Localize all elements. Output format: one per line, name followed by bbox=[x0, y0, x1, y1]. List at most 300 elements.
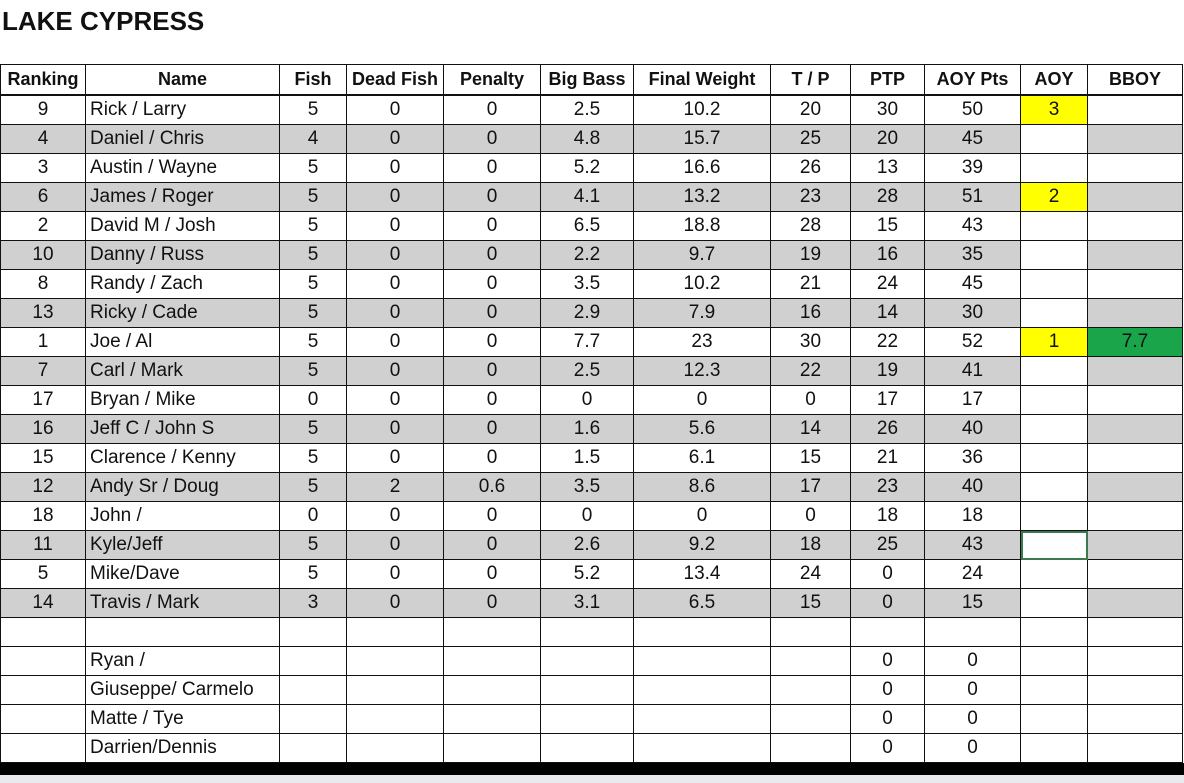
cell-fish[interactable]: 5 bbox=[280, 473, 347, 502]
cell-final-weight[interactable]: 6.1 bbox=[634, 444, 771, 473]
table-row bbox=[1, 299, 1183, 328]
cell-tp[interactable] bbox=[771, 647, 851, 676]
cell-tp[interactable]: 16 bbox=[771, 299, 851, 328]
cell-dead-fish[interactable] bbox=[347, 734, 444, 763]
cell-bboy[interactable] bbox=[1088, 125, 1183, 154]
cell-aoy-pts[interactable]: 35 bbox=[925, 241, 1021, 270]
cell-tp[interactable]: 17 bbox=[771, 473, 851, 502]
cell-final-weight[interactable]: 0 bbox=[634, 386, 771, 415]
cell-fish[interactable]: 5 bbox=[280, 183, 347, 212]
cell-aoy[interactable] bbox=[1021, 473, 1088, 502]
cell-big-bass[interactable] bbox=[541, 705, 634, 734]
cell-aoy[interactable] bbox=[1021, 444, 1088, 473]
cell-tp[interactable]: 24 bbox=[771, 560, 851, 589]
cell-big-bass[interactable] bbox=[541, 734, 634, 763]
cell-name[interactable]: Kyle/Jeff bbox=[86, 531, 280, 560]
cell-aoy-pts[interactable]: 18 bbox=[925, 502, 1021, 531]
cell-bboy[interactable] bbox=[1088, 705, 1183, 734]
table-row bbox=[1, 386, 1183, 415]
cell-ranking[interactable]: 4 bbox=[1, 125, 86, 154]
cell-ranking[interactable]: 5 bbox=[1, 560, 86, 589]
cell-penalty[interactable]: 0 bbox=[444, 154, 541, 183]
cell-aoy-pts[interactable]: 41 bbox=[925, 357, 1021, 386]
cell-dead-fish[interactable] bbox=[347, 647, 444, 676]
cell-final-weight[interactable]: 10.2 bbox=[634, 95, 771, 125]
cell-dead-fish[interactable]: 0 bbox=[347, 95, 444, 125]
cell-name[interactable]: Rick / Larry bbox=[86, 95, 280, 125]
cell-fish[interactable]: 4 bbox=[280, 125, 347, 154]
cell-tp[interactable]: 15 bbox=[771, 589, 851, 618]
cell-bboy[interactable] bbox=[1088, 154, 1183, 183]
cell-ptp[interactable]: 0 bbox=[851, 734, 925, 763]
cell-penalty[interactable] bbox=[444, 676, 541, 705]
cell-fish[interactable]: 5 bbox=[280, 444, 347, 473]
cell-aoy[interactable] bbox=[1021, 154, 1088, 183]
table-row bbox=[1, 502, 1183, 531]
cell-ptp[interactable]: 0 bbox=[851, 705, 925, 734]
cell-ranking[interactable] bbox=[1, 647, 86, 676]
cell-bboy[interactable] bbox=[1088, 589, 1183, 618]
cell-ptp[interactable]: 20 bbox=[851, 125, 925, 154]
column-header-penalty[interactable]: Penalty bbox=[444, 65, 541, 96]
cell-name[interactable]: Carl / Mark bbox=[86, 357, 280, 386]
cell-penalty[interactable]: 0 bbox=[444, 531, 541, 560]
cell-final-weight[interactable]: 5.6 bbox=[634, 415, 771, 444]
cell-final-weight[interactable] bbox=[634, 734, 771, 763]
cell-aoy[interactable] bbox=[1021, 618, 1088, 647]
cell-ranking[interactable]: 14 bbox=[1, 589, 86, 618]
cell-aoy-pts[interactable]: 15 bbox=[925, 589, 1021, 618]
cell-final-weight[interactable]: 10.2 bbox=[634, 270, 771, 299]
cell-penalty[interactable]: 0 bbox=[444, 444, 541, 473]
cell-tp[interactable] bbox=[771, 618, 851, 647]
cell-dead-fish[interactable]: 0 bbox=[347, 183, 444, 212]
cell-tp[interactable]: 14 bbox=[771, 415, 851, 444]
cell-aoy[interactable] bbox=[1021, 212, 1088, 241]
cell-name[interactable]: Mike/Dave bbox=[86, 560, 280, 589]
cell-tp[interactable] bbox=[771, 734, 851, 763]
cell-aoy[interactable] bbox=[1021, 125, 1088, 154]
cell-dead-fish[interactable] bbox=[347, 676, 444, 705]
cell-fish[interactable]: 0 bbox=[280, 502, 347, 531]
cell-ranking[interactable] bbox=[1, 676, 86, 705]
cell-tp[interactable]: 18 bbox=[771, 531, 851, 560]
cell-fish[interactable]: 5 bbox=[280, 299, 347, 328]
cell-final-weight[interactable]: 13.4 bbox=[634, 560, 771, 589]
cell-tp[interactable]: 28 bbox=[771, 212, 851, 241]
cell-ranking[interactable] bbox=[1, 705, 86, 734]
cell-tp[interactable]: 19 bbox=[771, 241, 851, 270]
cell-big-bass[interactable]: 6.5 bbox=[541, 212, 634, 241]
cell-final-weight[interactable] bbox=[634, 676, 771, 705]
column-header-aoy-pts[interactable]: AOY Pts bbox=[925, 65, 1021, 96]
cell-big-bass[interactable]: 2.5 bbox=[541, 95, 634, 125]
cell-tp[interactable]: 25 bbox=[771, 125, 851, 154]
cell-big-bass[interactable]: 3.5 bbox=[541, 473, 634, 502]
cell-name[interactable]: Bryan / Mike bbox=[86, 386, 280, 415]
cell-ptp[interactable]: 0 bbox=[851, 647, 925, 676]
cell-bboy[interactable] bbox=[1088, 676, 1183, 705]
cell-aoy-pts[interactable]: 45 bbox=[925, 125, 1021, 154]
cell-ptp[interactable]: 0 bbox=[851, 589, 925, 618]
cell-big-bass[interactable]: 2.9 bbox=[541, 299, 634, 328]
cell-penalty[interactable]: 0 bbox=[444, 589, 541, 618]
cell-final-weight[interactable] bbox=[634, 705, 771, 734]
cell-fish[interactable]: 5 bbox=[280, 415, 347, 444]
cell-name[interactable]: Giuseppe/ Carmelo bbox=[86, 676, 280, 705]
cell-ranking[interactable]: 7 bbox=[1, 357, 86, 386]
cell-aoy-pts[interactable]: 43 bbox=[925, 212, 1021, 241]
cell-fish[interactable]: 5 bbox=[280, 212, 347, 241]
column-header-name[interactable]: Name bbox=[86, 65, 280, 96]
cell-bboy[interactable] bbox=[1088, 444, 1183, 473]
table-row bbox=[1, 357, 1183, 386]
cell-penalty[interactable]: 0.6 bbox=[444, 473, 541, 502]
cell-fish[interactable]: 3 bbox=[280, 589, 347, 618]
cell-big-bass[interactable]: 2.6 bbox=[541, 531, 634, 560]
cell-ptp[interactable]: 14 bbox=[851, 299, 925, 328]
cell-penalty[interactable]: 0 bbox=[444, 95, 541, 125]
cell-bboy[interactable] bbox=[1088, 502, 1183, 531]
column-header-dead-fish[interactable]: Dead Fish bbox=[347, 65, 444, 96]
cell-bboy[interactable] bbox=[1088, 415, 1183, 444]
cell-aoy[interactable] bbox=[1021, 560, 1088, 589]
cell-name[interactable]: Clarence / Kenny bbox=[86, 444, 280, 473]
cell-name[interactable]: Joe / Al bbox=[86, 328, 280, 357]
cell-ranking[interactable]: 8 bbox=[1, 270, 86, 299]
cell-big-bass[interactable]: 7.7 bbox=[541, 328, 634, 357]
cell-name[interactable]: Andy Sr / Doug bbox=[86, 473, 280, 502]
cell-dead-fish[interactable]: 0 bbox=[347, 328, 444, 357]
column-header-ranking[interactable]: Ranking bbox=[1, 65, 86, 96]
cell-aoy[interactable]: 1 bbox=[1021, 328, 1088, 357]
cell-tp[interactable]: 22 bbox=[771, 357, 851, 386]
cell-penalty[interactable]: 0 bbox=[444, 415, 541, 444]
cell-bboy[interactable] bbox=[1088, 618, 1183, 647]
cell-name[interactable]: Daniel / Chris bbox=[86, 125, 280, 154]
status-area bbox=[0, 775, 1184, 783]
cell-dead-fish[interactable]: 0 bbox=[347, 212, 444, 241]
table-row bbox=[1, 212, 1183, 241]
cell-aoy-pts[interactable]: 30 bbox=[925, 299, 1021, 328]
cell-ptp[interactable]: 26 bbox=[851, 415, 925, 444]
cell-aoy[interactable] bbox=[1021, 299, 1088, 328]
table-row bbox=[1, 705, 1183, 734]
cell-name[interactable]: David M / Josh bbox=[86, 212, 280, 241]
column-header-aoy[interactable]: AOY bbox=[1021, 65, 1088, 96]
cell-final-weight[interactable]: 6.5 bbox=[634, 589, 771, 618]
cell-dead-fish[interactable]: 0 bbox=[347, 241, 444, 270]
cell-final-weight[interactable]: 0 bbox=[634, 502, 771, 531]
cell-ptp[interactable]: 19 bbox=[851, 357, 925, 386]
cell-fish[interactable]: 5 bbox=[280, 328, 347, 357]
cell-final-weight[interactable]: 23 bbox=[634, 328, 771, 357]
cell-dead-fish[interactable]: 2 bbox=[347, 473, 444, 502]
cell-big-bass[interactable]: 2.2 bbox=[541, 241, 634, 270]
cell-dead-fish[interactable]: 0 bbox=[347, 125, 444, 154]
cell-aoy-pts[interactable]: 36 bbox=[925, 444, 1021, 473]
cell-big-bass[interactable]: 1.6 bbox=[541, 415, 634, 444]
cell-ranking[interactable]: 18 bbox=[1, 502, 86, 531]
cell-name[interactable]: Matte / Tye bbox=[86, 705, 280, 734]
cell-dead-fish[interactable] bbox=[347, 705, 444, 734]
cell-name[interactable]: Darrien/Dennis bbox=[86, 734, 280, 763]
cell-big-bass[interactable]: 0 bbox=[541, 502, 634, 531]
cell-final-weight[interactable]: 9.2 bbox=[634, 531, 771, 560]
cell-aoy-pts[interactable]: 45 bbox=[925, 270, 1021, 299]
cell-bboy[interactable] bbox=[1088, 183, 1183, 212]
cell-penalty[interactable]: 0 bbox=[444, 357, 541, 386]
cell-aoy-pts[interactable]: 0 bbox=[925, 676, 1021, 705]
cell-final-weight[interactable]: 18.8 bbox=[634, 212, 771, 241]
cell-aoy-pts[interactable]: 50 bbox=[925, 95, 1021, 125]
cell-penalty[interactable]: 0 bbox=[444, 212, 541, 241]
cell-final-weight[interactable]: 8.6 bbox=[634, 473, 771, 502]
cell-final-weight[interactable]: 16.6 bbox=[634, 154, 771, 183]
cell-big-bass[interactable] bbox=[541, 618, 634, 647]
cell-fish[interactable] bbox=[280, 676, 347, 705]
cell-final-weight[interactable] bbox=[634, 618, 771, 647]
cell-fish[interactable] bbox=[280, 618, 347, 647]
cell-bboy[interactable] bbox=[1088, 531, 1183, 560]
cell-dead-fish[interactable]: 0 bbox=[347, 154, 444, 183]
column-header-fish[interactable]: Fish bbox=[280, 65, 347, 96]
cell-ptp[interactable]: 21 bbox=[851, 444, 925, 473]
cell-ranking[interactable]: 15 bbox=[1, 444, 86, 473]
cell-dead-fish[interactable]: 0 bbox=[347, 589, 444, 618]
cell-aoy[interactable] bbox=[1021, 386, 1088, 415]
cell-ranking[interactable]: 12 bbox=[1, 473, 86, 502]
cell-aoy[interactable] bbox=[1021, 502, 1088, 531]
cell-dead-fish[interactable]: 0 bbox=[347, 386, 444, 415]
cell-penalty[interactable]: 0 bbox=[444, 502, 541, 531]
column-header-bboy[interactable]: BBOY bbox=[1088, 65, 1183, 96]
cell-fish[interactable]: 5 bbox=[280, 270, 347, 299]
cell-penalty[interactable] bbox=[444, 734, 541, 763]
cell-fish[interactable]: 5 bbox=[280, 154, 347, 183]
cell-aoy-pts[interactable]: 24 bbox=[925, 560, 1021, 589]
window-bottom-bar bbox=[0, 763, 1184, 775]
cell-ranking[interactable]: 9 bbox=[1, 95, 86, 125]
column-header-ptp[interactable]: PTP bbox=[851, 65, 925, 96]
column-header-big-bass[interactable]: Big Bass bbox=[541, 65, 634, 96]
cell-final-weight[interactable]: 9.7 bbox=[634, 241, 771, 270]
cell-aoy-pts[interactable]: 40 bbox=[925, 415, 1021, 444]
cell-ptp[interactable]: 0 bbox=[851, 560, 925, 589]
cell-aoy[interactable] bbox=[1021, 734, 1088, 763]
cell-ptp[interactable]: 15 bbox=[851, 212, 925, 241]
cell-fish[interactable]: 5 bbox=[280, 560, 347, 589]
cell-name[interactable]: Jeff C / John S bbox=[86, 415, 280, 444]
cell-big-bass[interactable] bbox=[541, 647, 634, 676]
cell-bboy[interactable] bbox=[1088, 386, 1183, 415]
cell-ptp[interactable]: 28 bbox=[851, 183, 925, 212]
table-row bbox=[1, 734, 1183, 763]
cell-tp[interactable]: 0 bbox=[771, 386, 851, 415]
cell-aoy-pts[interactable]: 17 bbox=[925, 386, 1021, 415]
cell-aoy[interactable] bbox=[1021, 676, 1088, 705]
cell-name[interactable]: Travis / Mark bbox=[86, 589, 280, 618]
cell-dead-fish[interactable]: 0 bbox=[347, 415, 444, 444]
cell-penalty[interactable]: 0 bbox=[444, 125, 541, 154]
cell-big-bass[interactable]: 0 bbox=[541, 386, 634, 415]
cell-name[interactable]: Randy / Zach bbox=[86, 270, 280, 299]
cell-ptp[interactable]: 0 bbox=[851, 676, 925, 705]
cell-ranking[interactable] bbox=[1, 618, 86, 647]
cell-big-bass[interactable]: 3.5 bbox=[541, 270, 634, 299]
cell-bboy[interactable] bbox=[1088, 95, 1183, 125]
cell-tp[interactable]: 15 bbox=[771, 444, 851, 473]
cell-ranking[interactable]: 2 bbox=[1, 212, 86, 241]
cell-final-weight[interactable]: 12.3 bbox=[634, 357, 771, 386]
cell-tp[interactable] bbox=[771, 676, 851, 705]
cell-aoy-pts[interactable] bbox=[925, 618, 1021, 647]
cell-tp[interactable]: 0 bbox=[771, 502, 851, 531]
cell-bboy[interactable] bbox=[1088, 299, 1183, 328]
cell-ptp[interactable]: 18 bbox=[851, 502, 925, 531]
cell-aoy[interactable] bbox=[1021, 415, 1088, 444]
cell-ptp[interactable]: 23 bbox=[851, 473, 925, 502]
cell-ranking[interactable]: 10 bbox=[1, 241, 86, 270]
cell-ptp[interactable] bbox=[851, 618, 925, 647]
cell-bboy[interactable]: 7.7 bbox=[1088, 328, 1183, 357]
cell-dead-fish[interactable]: 0 bbox=[347, 531, 444, 560]
cell-big-bass[interactable]: 4.8 bbox=[541, 125, 634, 154]
cell-tp[interactable]: 23 bbox=[771, 183, 851, 212]
cell-fish[interactable] bbox=[280, 734, 347, 763]
cell-penalty[interactable]: 0 bbox=[444, 241, 541, 270]
results-table bbox=[0, 64, 1183, 763]
cell-penalty[interactable]: 0 bbox=[444, 560, 541, 589]
cell-aoy-pts[interactable]: 0 bbox=[925, 734, 1021, 763]
cell-ranking[interactable]: 13 bbox=[1, 299, 86, 328]
cell-aoy-pts[interactable]: 52 bbox=[925, 328, 1021, 357]
cell-big-bass[interactable] bbox=[541, 676, 634, 705]
cell-ptp[interactable]: 16 bbox=[851, 241, 925, 270]
cell-dead-fish[interactable]: 0 bbox=[347, 560, 444, 589]
cell-aoy[interactable] bbox=[1021, 705, 1088, 734]
cell-aoy[interactable] bbox=[1021, 357, 1088, 386]
cell-name[interactable]: Ricky / Cade bbox=[86, 299, 280, 328]
cell-penalty[interactable] bbox=[444, 618, 541, 647]
cell-name[interactable] bbox=[86, 618, 280, 647]
cell-final-weight[interactable]: 15.7 bbox=[634, 125, 771, 154]
cell-penalty[interactable]: 0 bbox=[444, 386, 541, 415]
cell-tp[interactable]: 21 bbox=[771, 270, 851, 299]
cell-penalty[interactable] bbox=[444, 647, 541, 676]
cell-ptp[interactable]: 22 bbox=[851, 328, 925, 357]
cell-aoy-pts[interactable]: 39 bbox=[925, 154, 1021, 183]
cell-aoy-pts[interactable]: 40 bbox=[925, 473, 1021, 502]
cell-ptp[interactable]: 25 bbox=[851, 531, 925, 560]
cell-name[interactable]: Danny / Russ bbox=[86, 241, 280, 270]
cell-aoy[interactable]: 2 bbox=[1021, 183, 1088, 212]
cell-name[interactable]: Austin / Wayne bbox=[86, 154, 280, 183]
cell-tp[interactable]: 30 bbox=[771, 328, 851, 357]
cell-fish[interactable] bbox=[280, 647, 347, 676]
cell-aoy[interactable] bbox=[1021, 241, 1088, 270]
cell-ptp[interactable]: 17 bbox=[851, 386, 925, 415]
cell-name[interactable]: James / Roger bbox=[86, 183, 280, 212]
cell-big-bass[interactable]: 5.2 bbox=[541, 154, 634, 183]
cell-big-bass[interactable]: 4.1 bbox=[541, 183, 634, 212]
cell-ranking[interactable] bbox=[1, 734, 86, 763]
cell-penalty[interactable]: 0 bbox=[444, 299, 541, 328]
cell-aoy[interactable] bbox=[1021, 589, 1088, 618]
cell-name[interactable]: John / bbox=[86, 502, 280, 531]
cell-bboy[interactable] bbox=[1088, 357, 1183, 386]
cell-final-weight[interactable]: 7.9 bbox=[634, 299, 771, 328]
cell-dead-fish[interactable]: 0 bbox=[347, 357, 444, 386]
cell-dead-fish[interactable] bbox=[347, 618, 444, 647]
cell-tp[interactable] bbox=[771, 705, 851, 734]
column-header-tp[interactable]: T / P bbox=[771, 65, 851, 96]
cell-fish[interactable]: 5 bbox=[280, 95, 347, 125]
column-header-final-weight[interactable]: Final Weight bbox=[634, 65, 771, 96]
cell-bboy[interactable] bbox=[1088, 212, 1183, 241]
cell-ranking[interactable]: 6 bbox=[1, 183, 86, 212]
cell-aoy-pts[interactable]: 43 bbox=[925, 531, 1021, 560]
cell-aoy-pts[interactable]: 51 bbox=[925, 183, 1021, 212]
cell-ranking[interactable]: 11 bbox=[1, 531, 86, 560]
cell-bboy[interactable] bbox=[1088, 734, 1183, 763]
cell-big-bass[interactable]: 3.1 bbox=[541, 589, 634, 618]
cell-aoy-pts[interactable]: 0 bbox=[925, 647, 1021, 676]
cell-bboy[interactable] bbox=[1088, 560, 1183, 589]
cell-fish[interactable]: 5 bbox=[280, 241, 347, 270]
header-row bbox=[1, 65, 1183, 96]
cell-big-bass[interactable]: 1.5 bbox=[541, 444, 634, 473]
cell-big-bass[interactable]: 2.5 bbox=[541, 357, 634, 386]
cell-bboy[interactable] bbox=[1088, 241, 1183, 270]
cell-aoy[interactable]: 3 bbox=[1021, 95, 1088, 125]
cell-ptp[interactable]: 30 bbox=[851, 95, 925, 125]
cell-aoy[interactable] bbox=[1021, 270, 1088, 299]
cell-penalty[interactable] bbox=[444, 705, 541, 734]
cell-dead-fish[interactable]: 0 bbox=[347, 502, 444, 531]
cell-bboy[interactable] bbox=[1088, 270, 1183, 299]
cell-ranking[interactable]: 1 bbox=[1, 328, 86, 357]
cell-dead-fish[interactable]: 0 bbox=[347, 444, 444, 473]
cell-fish[interactable]: 5 bbox=[280, 357, 347, 386]
cell-name[interactable]: Ryan / bbox=[86, 647, 280, 676]
cell-aoy[interactable] bbox=[1021, 531, 1088, 560]
cell-fish[interactable]: 5 bbox=[280, 531, 347, 560]
cell-final-weight[interactable]: 13.2 bbox=[634, 183, 771, 212]
table-row bbox=[1, 676, 1183, 705]
cell-tp[interactable]: 20 bbox=[771, 95, 851, 125]
cell-penalty[interactable]: 0 bbox=[444, 328, 541, 357]
cell-bboy[interactable] bbox=[1088, 647, 1183, 676]
cell-bboy[interactable] bbox=[1088, 473, 1183, 502]
cell-penalty[interactable]: 0 bbox=[444, 183, 541, 212]
cell-big-bass[interactable]: 5.2 bbox=[541, 560, 634, 589]
cell-ptp[interactable]: 13 bbox=[851, 154, 925, 183]
cell-aoy-pts[interactable]: 0 bbox=[925, 705, 1021, 734]
cell-tp[interactable]: 26 bbox=[771, 154, 851, 183]
cell-penalty[interactable]: 0 bbox=[444, 270, 541, 299]
cell-dead-fish[interactable]: 0 bbox=[347, 270, 444, 299]
cell-fish[interactable]: 0 bbox=[280, 386, 347, 415]
cell-aoy[interactable] bbox=[1021, 647, 1088, 676]
cell-ranking[interactable]: 16 bbox=[1, 415, 86, 444]
cell-ptp[interactable]: 24 bbox=[851, 270, 925, 299]
cell-ranking[interactable]: 3 bbox=[1, 154, 86, 183]
cell-dead-fish[interactable]: 0 bbox=[347, 299, 444, 328]
cell-ranking[interactable]: 17 bbox=[1, 386, 86, 415]
cell-final-weight[interactable] bbox=[634, 647, 771, 676]
cell-fish[interactable] bbox=[280, 705, 347, 734]
